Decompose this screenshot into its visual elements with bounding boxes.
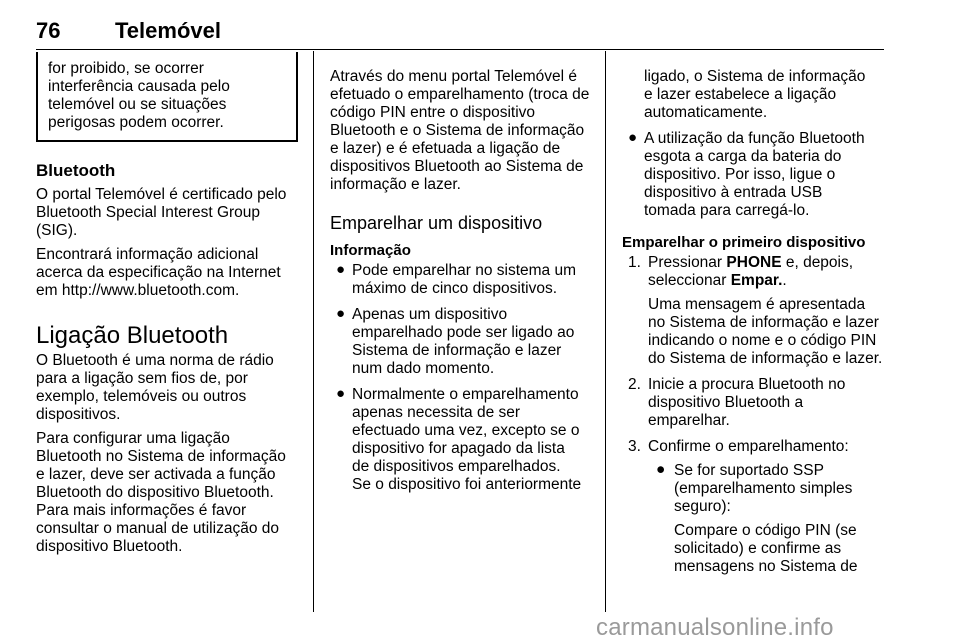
column-2 (330, 56, 592, 494)
header-rule (36, 49, 884, 50)
section-title: Telemóvel (115, 18, 221, 43)
info-bullet-4: ● A utilização da função Bluetooth esgota a carga da bateria do dispositivo. Por isso, ligue o dispositivo à entrada USB tomada para carregá-lo. (628, 129, 865, 219)
page-header (36, 0, 884, 46)
step-number: 1. (628, 254, 641, 271)
info-bullet-2: ● Apenas um dispositivo emparelhado pode ser ligado ao Sistema de informação e lazer num dado momento. (336, 305, 575, 377)
first-pairing-heading: Emparelhar o primeiro dispositivo (622, 234, 866, 251)
step-3-sub-bullet: ● Se for suportado SSP (emparelhamento simples seguro): Compare o código PIN (se solicitado) e confirme as mensagens no Sistema de (622, 462, 888, 576)
ligacao-paragraph-1: O Bluetooth é uma norma de rádio para a ligação sem fios de, por exemplo, telemóveis ou outros dispositivos. (36, 352, 274, 423)
bullet-dot: ● (628, 129, 638, 146)
step-3: 3. Confirme o emparelhamento: (628, 438, 849, 455)
portal-intro-paragraph: Através do menu portal Telemóvel é efetuado o emparelhamento (troca de código PIN entre o dispositivo Bluetooth e o Sistema de informação e lazer) e é efetuada a ligação de dispositivos Bluetooth ao Sistema de informação e lazer. (330, 68, 590, 193)
step-number: 2. (628, 376, 641, 393)
ligacao-bluetooth-heading: Ligação Bluetooth (36, 322, 229, 349)
page-number: 76 (36, 18, 61, 43)
bullet-dot: ● (336, 305, 346, 322)
bluetooth-heading: Bluetooth (36, 161, 116, 180)
bluetooth-paragraph-1: O portal Telemóvel é certificado pelo Bluetooth Special Interest Group (SIG). (36, 186, 287, 239)
step-1-message: Uma mensagem é apresentada no Sistema de informação e lazer indicando o nome e o código PIN do Sistema de informação e lazer. (648, 296, 883, 367)
pair-device-heading: Emparelhar um dispositivo (330, 213, 543, 233)
bullet-dot: ● (336, 385, 346, 402)
column-divider-1 (313, 51, 314, 612)
info-bullet-1: ● Pode emparelhar no sistema um máximo de cinco dispositivos. (336, 261, 577, 297)
column-1 (36, 56, 298, 556)
info-bullet-3: ● Normalmente o emparelhamento apenas necessita de ser efectuado uma vez, excepto se o dispositivo for apagado da lista de dispositivos emparelhados. Se o dispositivo foi anteriormente (336, 385, 582, 493)
info-bullet-3-continued: ligado, o Sistema de informação e lazer estabelece a ligação automaticamente. (644, 68, 866, 121)
step-2: 2. Inicie a procura Bluetooth no dispositivo Bluetooth a emparelhar. (628, 376, 846, 429)
bullet-dot: ● (656, 461, 666, 478)
column-3 (622, 56, 888, 576)
watermark: carmanualsonline.info (596, 614, 834, 641)
empar-keyword: Empar. (730, 272, 783, 289)
step-1: 1. Pressionar PHONE e, depois, seleccionar Empar.. Uma mensagem é apresentada no Sistema de informação e lazer indicando o nome e o código PIN do Sistema de informação e lazer. (622, 254, 888, 368)
ssp-instructions: Compare o código PIN (se solicitado) e confirme as mensagens no Sistema de (674, 522, 858, 575)
bluetooth-paragraph-2: Encontrará informação adicional acerca da especificação na Internet em http://www.bluetooth.com. (36, 246, 281, 299)
warning-text: for proibido, se ocorrer interferência causada pelo telemóvel ou se situações perigosas podem ocorrer. (48, 60, 230, 131)
warning-box (36, 52, 298, 142)
step-number: 3. (628, 438, 641, 455)
ligacao-paragraph-2: Para configurar uma ligação Bluetooth no Sistema de informação e lazer, deve ser activada a função Bluetooth do dispositivo Bluetooth. Para mais informações é favor consultar o manual de utilização do dispositivo Bluetooth. (36, 430, 286, 555)
info-heading: Informação (330, 242, 411, 259)
phone-keyword: PHONE (726, 254, 782, 271)
bullet-dot: ● (336, 261, 346, 278)
column-divider-2 (605, 51, 606, 612)
